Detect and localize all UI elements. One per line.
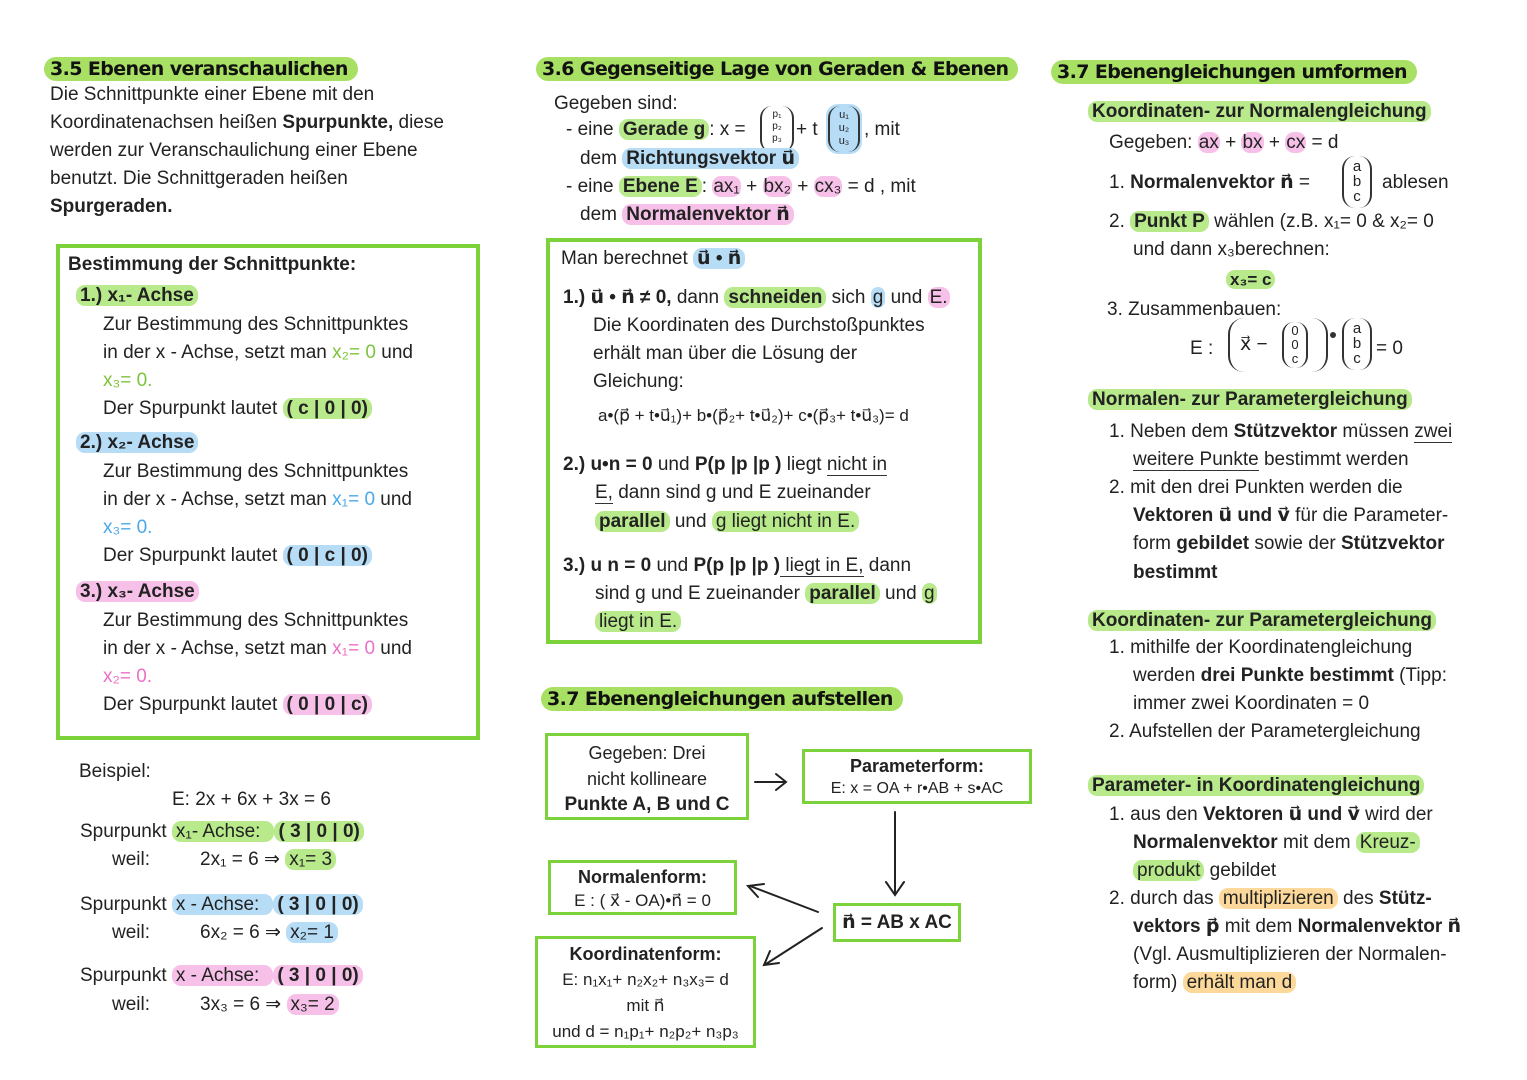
- s4-line-5: vektors p⃗ mit dem Normalenvektor n⃗: [1133, 916, 1462, 937]
- case-3-line-1: 3.) u n = 0 und P(p |p |p ) liegt in E, dann: [563, 555, 912, 576]
- axis-1-label: 1.) x₁- Achse: [76, 284, 198, 308]
- axis-3-line-2: in der x - Achse, setzt man x₁= 0 und: [103, 638, 412, 659]
- given-points-box: Gegeben: Drei nicht kollineare Punkte A, B und C: [545, 733, 749, 820]
- s1-x3-result: x₃= c: [1226, 268, 1275, 292]
- example-calc-3: 3x₃ = 6 ⇒ x₃= 2: [200, 993, 339, 1017]
- case-3-line-2: sind g und E zueinander parallel und g: [595, 583, 935, 604]
- axis-3-label: 3.) x₃- Achse: [76, 580, 199, 604]
- section-title-3-6: 3.6 Gegenseitige Lage von Geraden & Ebenen: [536, 57, 1018, 81]
- s4-line-1: 1. aus den Vektoren u⃗ und v⃗ wird der: [1109, 804, 1433, 825]
- example-weil-1: weil:: [112, 849, 151, 870]
- s3-line-3: immer zwei Koordinaten = 0: [1133, 693, 1370, 714]
- s2-line-1: 1. Neben dem Stützvektor müssen zwei: [1109, 421, 1453, 442]
- section-title-3-7-aufstellen: 3.7 Ebenengleichungen aufstellen: [541, 687, 903, 711]
- s3-line-1: 1. mithilfe der Koordinatengleichung: [1109, 637, 1413, 658]
- case-1-equation: a•(p⃗ + t•u⃗₁)+ b•(p⃗₂+ t•u⃗₂)+ c•(p⃗₃+ t•u⃗₃)= d: [598, 406, 909, 425]
- axis-3-line-1: Zur Bestimmung des Schnittpunktes: [103, 610, 409, 631]
- example-weil-3: weil:: [112, 994, 151, 1015]
- abc-vector: a b c: [1342, 156, 1372, 208]
- s2-line-4: Vektoren u⃗ und v⃗ für die Parameter-: [1133, 505, 1449, 526]
- case-1-line-4: Gleichung:: [593, 371, 684, 392]
- s1-step-1: 1. Normalenvektor n⃗ =: [1109, 172, 1310, 193]
- s2-head: Normalen- zur Parametergleichung: [1088, 388, 1412, 412]
- axis-2-line-1: Zur Bestimmung des Schnittpunktes: [103, 461, 409, 482]
- axis-3-line-4: Der Spurpunkt lautet ( 0 | 0 | c): [103, 693, 372, 717]
- example-weil-2: weil:: [112, 922, 151, 943]
- s2-line-2: weitere Punkte bestimmt werden: [1133, 449, 1409, 470]
- example-row-2: Spurpunkt x - Achse: ( 3 | 0 | 0): [80, 893, 363, 917]
- case-3-line-3: liegt in E.: [595, 610, 681, 634]
- arrow-down-to-cross: [886, 812, 904, 895]
- normal-line: dem Normalenvektor n⃗: [580, 203, 794, 227]
- axis-1-line-2: in der x - Achse, setzt man x₂= 0 und: [103, 342, 413, 363]
- axis-2-line-2: in der x - Achse, setzt man x₁= 0 und: [103, 489, 412, 510]
- s3-line-4: 2. Aufstellen der Parametergleichung: [1109, 721, 1421, 742]
- ebene-line: - eine Ebene E : ax₁ + bx₂ + cx₃ = d , mit: [566, 176, 916, 197]
- case-1-line-3: erhält man über die Lösung der: [593, 343, 858, 364]
- example-calc-1: 2x₁ = 6 ⇒ x₁= 3: [200, 848, 336, 872]
- mit-label: , mit: [864, 119, 900, 140]
- example-row-1: Spurpunkt x₁- Achse: ( 3 | 0 | 0): [80, 820, 364, 844]
- axis-1-line-1: Zur Bestimmung des Schnittpunktes: [103, 314, 409, 335]
- s1-ablesen: ablesen: [1382, 172, 1449, 193]
- s4-line-6: (Vgl. Ausmultiplizieren der Normalen-: [1133, 944, 1447, 965]
- richtung-line: dem Richtungsvektor u⃗: [580, 147, 799, 171]
- s2-line-6: bestimmt: [1133, 562, 1218, 583]
- axis-2-label: 2.) x₂- Achse: [76, 431, 198, 455]
- intro-line-4: benutzt. Die Schnittgeraden heißen: [50, 168, 348, 189]
- s1-abc-vector-2: a b c: [1342, 318, 1372, 370]
- plus-t: + t: [796, 119, 818, 140]
- arrow-to-koordinatenform: [764, 928, 822, 965]
- s4-line-7: form) erhält man d: [1133, 971, 1296, 995]
- s4-head: Parameter- in Koordinatengleichung: [1088, 774, 1424, 798]
- s1-given: Gegeben: ax + bx + cx = d: [1109, 132, 1339, 153]
- normalenform-box: Normalenform: E : ( x⃗ - OA)•n⃗ = 0: [548, 860, 737, 915]
- example-row-3: Spurpunkt x - Achse: ( 3 | 0 | 0): [80, 964, 363, 988]
- example-calc-2: 6x₂ = 6 ⇒ x₂= 1: [200, 921, 338, 945]
- case-2-line-3: parallel und g liegt nicht in E.: [595, 510, 859, 534]
- case-1-line-2: Die Koordinaten des Durchstoßpunktes: [593, 315, 925, 336]
- cross-product-box: n⃗ = AB x AC: [833, 903, 961, 942]
- arrow-to-parameterform: [755, 774, 786, 790]
- intro-line-5: Spurgeraden.: [50, 196, 173, 217]
- s1-step-2b: und dann x₃berechnen:: [1133, 239, 1330, 260]
- s4-line-4: 2. durch das multiplizieren des Stütz-: [1109, 888, 1432, 909]
- s4-line-3: produkt gebildet: [1133, 859, 1276, 883]
- parameterform-box: Parameterform: E: x = OA + r•AB + s•AC: [802, 749, 1032, 804]
- arrow-to-normalenform: [748, 884, 818, 912]
- example-equation: E: 2x + 6x + 3x = 6: [172, 789, 331, 810]
- s1-eq-e: E :: [1190, 338, 1214, 359]
- p-vector: p₁ p₂ p₃: [760, 106, 794, 152]
- given-label: Gegeben sind:: [554, 93, 678, 114]
- s1-step-2: 2. Punkt P wählen (z.B. x₁= 0 & x₂= 0: [1109, 211, 1434, 232]
- case-2-line-1: 2.) u•n = 0 und P(p |p |p ) liegt nicht in: [563, 454, 888, 475]
- s3-head: Koordinaten- zur Parametergleichung: [1088, 609, 1436, 633]
- s2-line-5: form gebildet sowie der Stützvektor: [1133, 533, 1445, 554]
- axis-1-line-4: Der Spurpunkt lautet ( c | 0 | 0): [103, 397, 372, 421]
- section-title-3-7-umformen: 3.7 Ebenengleichungen umformen: [1051, 60, 1417, 84]
- axis-1-line-3: x₃= 0.: [103, 370, 153, 391]
- intro-line-2: Koordinatenachsen heißen Spurpunkte, diese: [50, 112, 444, 133]
- berechnet-line: Man berechnet u⃗ • n⃗: [561, 247, 745, 271]
- s1-head: Koordinaten- zur Normalengleichung: [1088, 100, 1431, 124]
- s1-zzc-vector: 0 0 c: [1282, 322, 1308, 368]
- box-title: Bestimmung der Schnittpunkte:: [68, 254, 357, 275]
- koordinatenform-box: Koordinatenform: E: n₁x₁+ n₂x₂+ n₃x₃= d mit n⃗ und d = n₁p₁+ n₂p₂+ n₃p₃: [535, 936, 756, 1048]
- axis-2-line-3: x₃= 0.: [103, 517, 153, 538]
- intro-line-1: Die Schnittpunkte einer Ebene mit den: [50, 84, 375, 105]
- axis-3-line-3: x₂= 0.: [103, 666, 153, 687]
- example-label: Beispiel:: [79, 761, 151, 782]
- section-title-3-5: 3.5 Ebenen veranschaulichen: [44, 57, 358, 81]
- case-2-line-2: E, dann sind g und E zueinander: [595, 482, 871, 503]
- s4-line-2: Normalenvektor mit dem Kreuz-: [1133, 831, 1420, 855]
- s2-line-3: 2. mit den drei Punkten werden die: [1109, 477, 1403, 498]
- u-vector: u₁ u₂ u₃: [828, 106, 860, 152]
- s1-eq-zero: = 0: [1376, 338, 1403, 359]
- s1-eq-x: x⃗ −: [1240, 334, 1268, 355]
- axis-2-line-4: Der Spurpunkt lautet ( 0 | c | 0): [103, 544, 372, 568]
- case-1-line-1: 1.) u⃗ • n⃗ ≠ 0, dann schneiden sich g und E.: [563, 287, 948, 308]
- s1-step-3: 3. Zusammenbauen:: [1107, 299, 1282, 320]
- gerade-line: - eine Gerade g : x =: [566, 119, 746, 140]
- intro-line-3: werden zur Veranschaulichung einer Ebene: [50, 140, 418, 161]
- s3-line-2: werden drei Punkte bestimmt (Tipp:: [1133, 665, 1447, 686]
- s1-dot: [1330, 332, 1336, 338]
